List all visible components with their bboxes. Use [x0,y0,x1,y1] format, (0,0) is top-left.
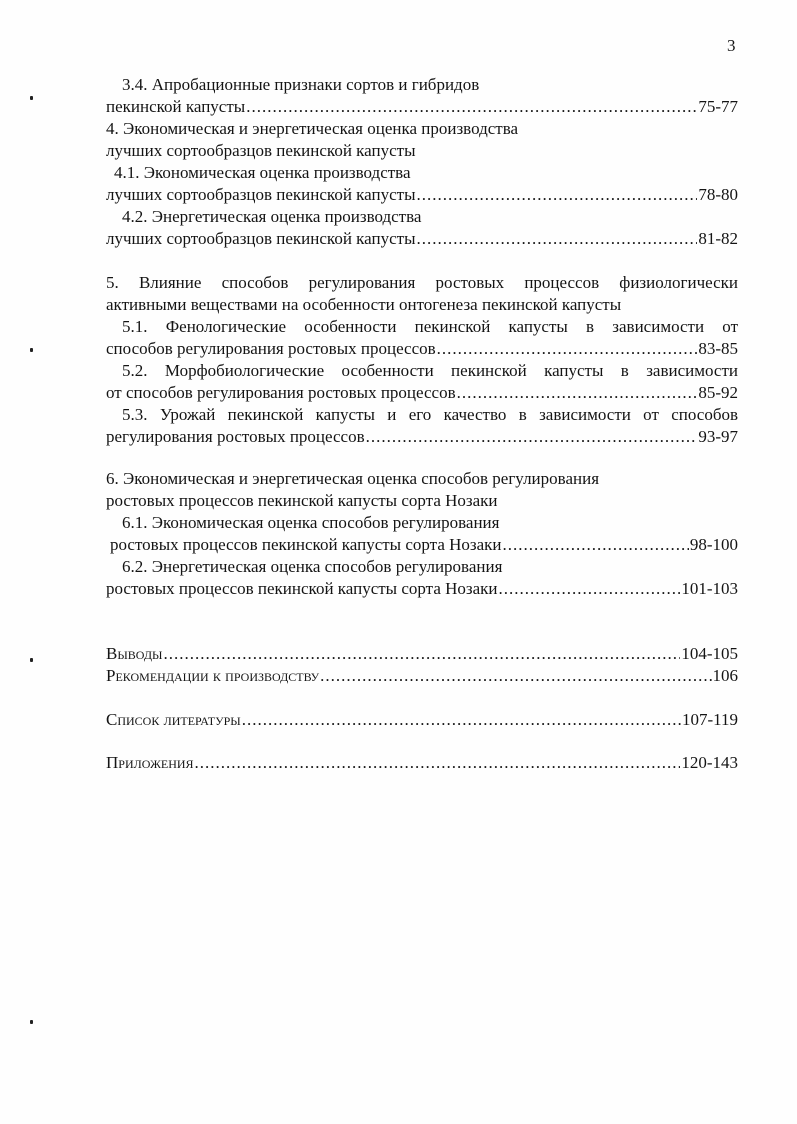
toc-4-2-entry[interactable] [106,229,738,250]
toc-4-1-entry[interactable] [106,185,738,206]
toc-5-2-entry[interactable] [106,383,738,404]
toc-page-range: 78-80 [698,185,738,204]
toc-recommendations-entry[interactable] [106,666,738,687]
toc-5-3-entry[interactable] [106,427,738,448]
toc-5-3-title: 5.3. Урожай пекинской капусты и его качество в зависимости от способов [122,405,738,424]
toc-5-title-cont: активными веществами на особенности онтогенеза пекинской капусты [106,295,622,314]
toc-page-range: 101-103 [681,579,738,598]
toc-entry-text: от способов регулирования ростовых процессов [106,383,456,402]
toc-entry-text: Список литературы [106,710,241,729]
toc-page-range: 93-97 [698,427,738,446]
leader-dots [320,666,711,686]
toc-entry-text: Выводы [106,644,163,663]
toc-5-1-title: 5.1. Фенологические особенности пекинской капусты в зависимости от [122,317,738,336]
toc-page-range: 75-77 [698,97,738,116]
page-number: 3 [727,36,736,55]
toc-3-4-entry[interactable] [106,97,738,118]
toc-4-2-title: 4.2. Энергетическая оценка производства [122,207,422,226]
toc-6-1-entry[interactable] [110,535,738,556]
toc-5-1-entry[interactable] [106,339,738,360]
toc-6-1-title: 6.1. Экономическая оценка способов регулирования [122,513,500,532]
leader-dots [366,427,698,447]
leader-dots [417,229,698,249]
toc-entry-text: регулирования ростовых процессов [106,427,365,446]
toc-3-4-title: 3.4. Апробационные признаки сортов и гибридов [122,75,480,94]
toc-5-title: 5. Влияние способов регулирования ростовых процессов физиологически [106,273,738,292]
toc-5-2-title: 5.2. Морфобиологические особенности пекинской капусты в зависимости [122,361,738,380]
scan-mark [30,658,33,662]
toc-4-title-cont: лучших сортообразцов пекинской капусты [106,141,416,160]
toc-6-2-title: 6.2. Энергетическая оценка способов регулирования [122,557,503,576]
toc-entry-text: Приложения [106,753,194,772]
leader-dots [195,753,681,773]
scan-mark [30,348,33,352]
toc-page-range: 107-119 [681,710,738,729]
leader-dots [246,97,697,117]
toc-page-range: 85-92 [698,383,738,402]
scan-mark [30,1020,33,1024]
leader-dots [499,579,681,599]
toc-6-title-cont: ростовых процессов пекинской капусты сорта Нозаки [106,491,498,510]
toc-page-range: 120-143 [681,753,738,772]
toc-references-entry[interactable] [106,710,738,731]
toc-page-range: 106 [712,666,738,685]
leader-dots [417,185,698,205]
toc-entry-text: Рекомендации к производству [106,666,320,685]
toc-page-range: 104-105 [681,644,738,663]
leader-dots [242,710,681,730]
toc-4-title: 4. Экономическая и энергетическая оценка производства [106,119,519,138]
leader-dots [437,339,698,359]
leader-dots [503,535,689,555]
toc-entry-text: ростовых процессов пекинской капусты сорта Нозаки [110,535,502,554]
scan-mark [30,96,33,100]
toc-4-1-title: 4.1. Экономическая оценка производства [114,163,411,182]
toc-entry-text: пекинской капусты [106,97,246,116]
toc-appendices-entry[interactable] [106,753,738,774]
toc-page-range: 83-85 [698,339,738,358]
toc-entry-text: лучших сортообразцов пекинской капусты [106,185,416,204]
toc-page-range: 98-100 [689,535,738,554]
leader-dots [457,383,698,403]
toc-entry-text: ростовых процессов пекинской капусты сорта Нозаки [106,579,498,598]
toc-page-range: 81-82 [698,229,738,248]
toc-conclusions-entry[interactable] [106,644,738,665]
leader-dots [164,644,681,664]
toc-entry-text: лучших сортообразцов пекинской капусты [106,229,416,248]
toc-6-title: 6. Экономическая и энергетическая оценка способов регулирования [106,469,600,488]
toc-6-2-entry[interactable] [106,579,738,600]
toc-entry-text: способов регулирования ростовых процессов [106,339,436,358]
